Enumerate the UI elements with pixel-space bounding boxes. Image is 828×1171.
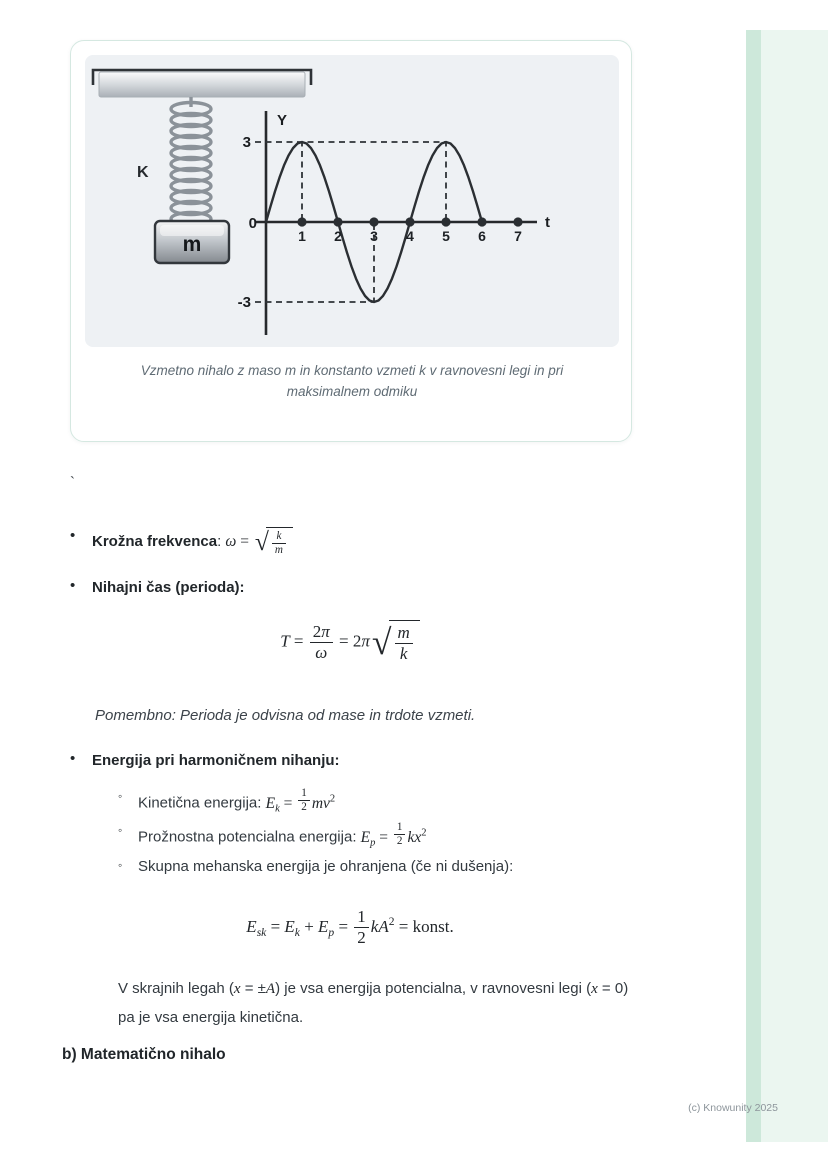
ep-formula: $E_p$ = $\frac{1}{2}$ $kx^2$ — [360, 821, 427, 849]
circle-bullet-icon: ◦ — [118, 858, 123, 872]
item-sep: : — [239, 579, 245, 596]
spring-constant-label: K — [137, 164, 149, 181]
fraction: $\frac{1}{2}$ — [394, 821, 406, 849]
sub-item-text: Prožnostna potencialna energija: $E_p$ = $\frac{1}{2}$ $kx^2$ — [138, 821, 427, 849]
fraction: $\frac{1}{2}$ — [354, 907, 369, 949]
svg-text:6: 6 — [478, 228, 486, 244]
var-A: A — [265, 981, 276, 997]
fraction: $\frac{1}{2}$ — [298, 787, 310, 815]
total-energy-formula: $E_{sk} = E_k + E_p$ = $\frac{1}{2}$ $kA^2$ = konst. — [246, 907, 454, 948]
var-x: x — [233, 981, 241, 997]
item-label: Energija pri harmoničnem nihanju — [92, 752, 335, 769]
accent-stripe-dark — [746, 30, 761, 1142]
closing-paragraph: V skrajnih legah (x = ±A) je vsa energija potencialna, v ravnovesni legi (x = 0) pa je vsa energija kinetična. — [118, 980, 629, 1026]
figure-caption: Vzmetno nihalo z maso m in konstanto vzmeti k v ravnovesni legi in pri maksimalnem odmiku — [140, 363, 564, 399]
svg-text:4: 4 — [406, 228, 414, 244]
t-axis-label: t — [545, 214, 550, 231]
fraction: $\frac{2\pi}{\omega}$ — [310, 622, 333, 664]
origin-label: 0 — [248, 215, 257, 232]
sub-item-kineticna — [118, 787, 630, 817]
ek-formula: $E_k$ = $\frac{1}{2}$ $mv^2$ — [265, 787, 336, 815]
var-x: x — [591, 981, 598, 997]
period-formula: T = $\frac{2\pi}{\omega}$ = 2π √ $\frac{m}{k}$ — [70, 620, 630, 665]
list-item-energija — [70, 750, 632, 773]
spring-oscillation-diagram — [85, 55, 619, 347]
sub-item-skupna — [118, 856, 630, 879]
accent-stripe — [746, 30, 828, 1142]
spring-coil — [171, 97, 211, 226]
svg-text:5: 5 — [442, 228, 450, 244]
bullet-icon: • — [70, 577, 76, 594]
item-sep: : — [217, 532, 226, 550]
displacement-graph — [238, 111, 550, 335]
amplitude-pos-label: 3 — [242, 134, 251, 151]
item-label: Krožna frekvenca — [92, 532, 218, 550]
section-heading-b: b) Matematično nihalo — [62, 1046, 226, 1063]
stray-backtick: ` — [70, 474, 75, 491]
sub-item-proznostna — [118, 821, 630, 851]
figure-card — [70, 40, 632, 442]
radical: √ $\frac{m}{k}$ — [372, 620, 420, 665]
list-item-text — [92, 577, 245, 600]
radical: √ $\frac{k}{m}$ — [255, 527, 293, 558]
svg-text:1: 1 — [298, 228, 306, 244]
ceiling-mount — [93, 70, 311, 97]
item-label: Nihajni čas (perioda) — [92, 579, 240, 596]
omega-formula: ω = √ $\frac{k}{m}$ — [225, 533, 293, 550]
svg-text:7: 7 — [514, 228, 522, 244]
bullet-icon: • — [70, 527, 76, 544]
important-note: Pomembno: Perioda je odvisna od mase in trdote vzmeti. — [95, 707, 476, 724]
item-sep: : — [334, 752, 340, 769]
amplitude-neg-label: -3 — [237, 294, 251, 311]
y-axis-label: Y — [277, 112, 288, 129]
sub-item-text: Kinetična energija: $E_k$ = $\frac{1}{2}$ $mv^2$ — [138, 787, 336, 815]
bullet-icon: • — [70, 750, 76, 767]
circle-bullet-icon: ◦ — [118, 789, 123, 803]
sub-item-text: Skupna mehanska energija je ohranjena (če ni dušenja): — [138, 858, 514, 875]
list-item-krozna-frekvenca — [70, 527, 632, 558]
copyright-note: (c) Knowunity 2025 — [688, 1102, 778, 1114]
figure-area — [85, 55, 619, 347]
list-item-text — [92, 750, 340, 773]
circle-bullet-icon: ◦ — [118, 823, 123, 837]
mass-block — [155, 221, 229, 263]
list-item-nihajni-cas — [70, 577, 632, 600]
mass-label: m — [182, 233, 202, 256]
svg-text:2: 2 — [334, 228, 342, 244]
tick-labels — [298, 228, 522, 244]
svg-text:3: 3 — [370, 228, 378, 244]
list-item-text — [92, 527, 293, 558]
